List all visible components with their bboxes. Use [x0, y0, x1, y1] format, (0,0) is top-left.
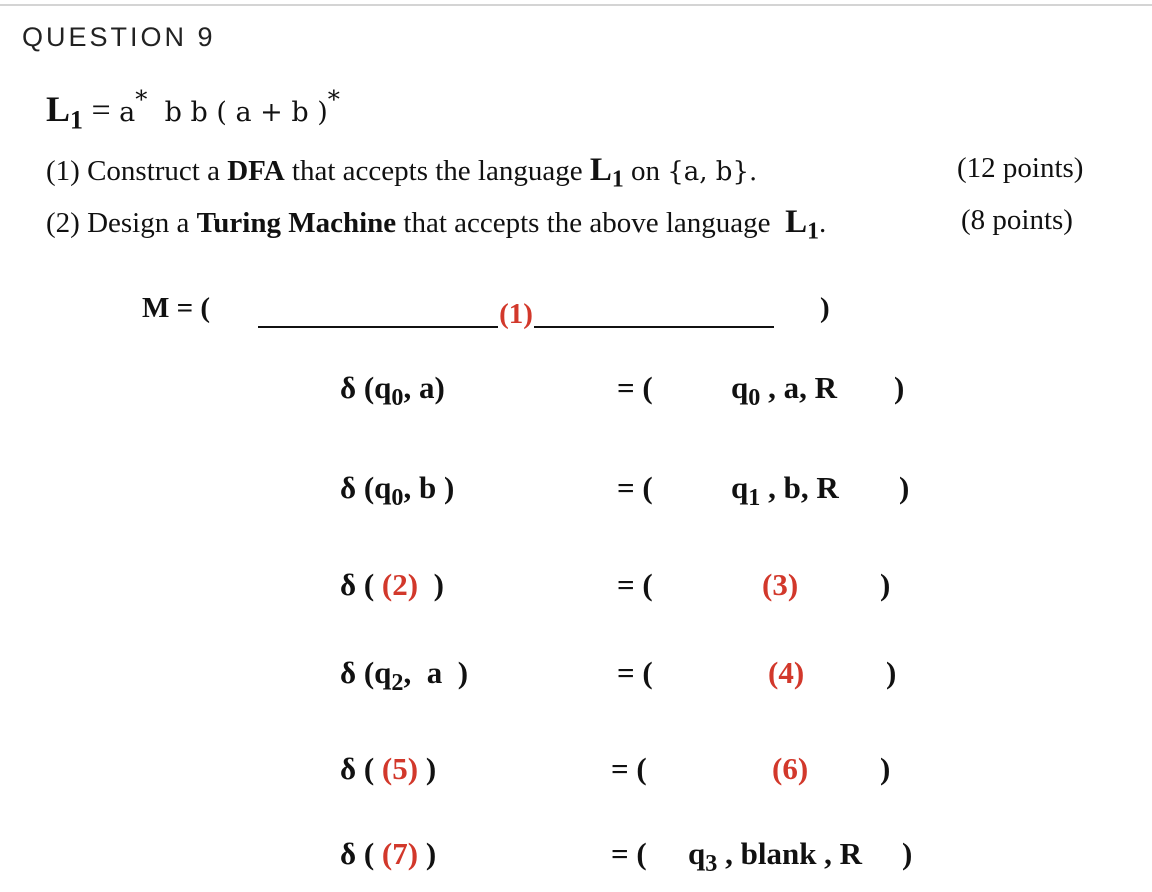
transition-eq-2: = (: [617, 470, 653, 505]
transition-close-1: ): [894, 370, 905, 405]
transition-rhs-6: $q_3$ , blank , R: [688, 836, 863, 877]
transition-rhs-2: $q_1$ , b, R: [731, 470, 839, 511]
transition-lhs-5: δ ( (5) ): [340, 751, 437, 786]
transition-close-6: ): [902, 836, 913, 871]
transition-close-3: ): [880, 567, 891, 602]
language-definition: [46, 84, 340, 135]
transition-lhs-4: δ ($q_2$, a ): [340, 655, 469, 696]
transition-close-4: ): [886, 655, 897, 690]
machine-blank-1[interactable]: (1): [258, 302, 774, 328]
question-title: QUESTION 9: [22, 22, 216, 52]
task-2: (2) Design a Turing Machine that accepts the above language $L_1$.: [46, 204, 827, 245]
transition-lhs-1: δ ($q_0$, a): [340, 370, 445, 411]
transition-close-2: ): [899, 470, 910, 505]
blank-4[interactable]: (4): [768, 655, 805, 690]
blank-7[interactable]: (7): [381, 836, 419, 871]
machine-label: M = (: [142, 292, 211, 324]
transition-eq-1: = (: [617, 370, 653, 405]
regex: a* b b ( a + b )*: [119, 84, 340, 128]
transition-eq-3: = (: [617, 567, 653, 602]
transition-lhs-6: δ ( (7) ): [340, 836, 437, 871]
task-2-points: (8 points): [961, 204, 1073, 236]
blank-6[interactable]: (6): [772, 751, 809, 786]
machine-close: ): [820, 292, 830, 324]
top-divider: [0, 4, 1152, 6]
blank-5[interactable]: (5): [381, 751, 419, 786]
transition-close-5: ): [880, 751, 891, 786]
blank-3[interactable]: (3): [762, 567, 799, 602]
transition-eq-5: = (: [611, 751, 647, 786]
blank-2[interactable]: (2): [381, 567, 419, 602]
transition-eq-6: = (: [611, 836, 647, 871]
task-1-points: (12 points): [957, 152, 1084, 184]
language-equals: =: [91, 92, 111, 129]
transition-rhs-1: $q_0$ , a, R: [731, 370, 837, 411]
language-name: $L_1$: [46, 89, 83, 135]
task-1: (1) Construct a DFA that accepts the language $L_1$ on {a, b}.: [46, 152, 758, 193]
transition-eq-4: = (: [617, 655, 653, 690]
transition-lhs-3: δ ( (2) ): [340, 567, 444, 602]
transition-lhs-2: δ ($q_0$, b ): [340, 470, 455, 511]
